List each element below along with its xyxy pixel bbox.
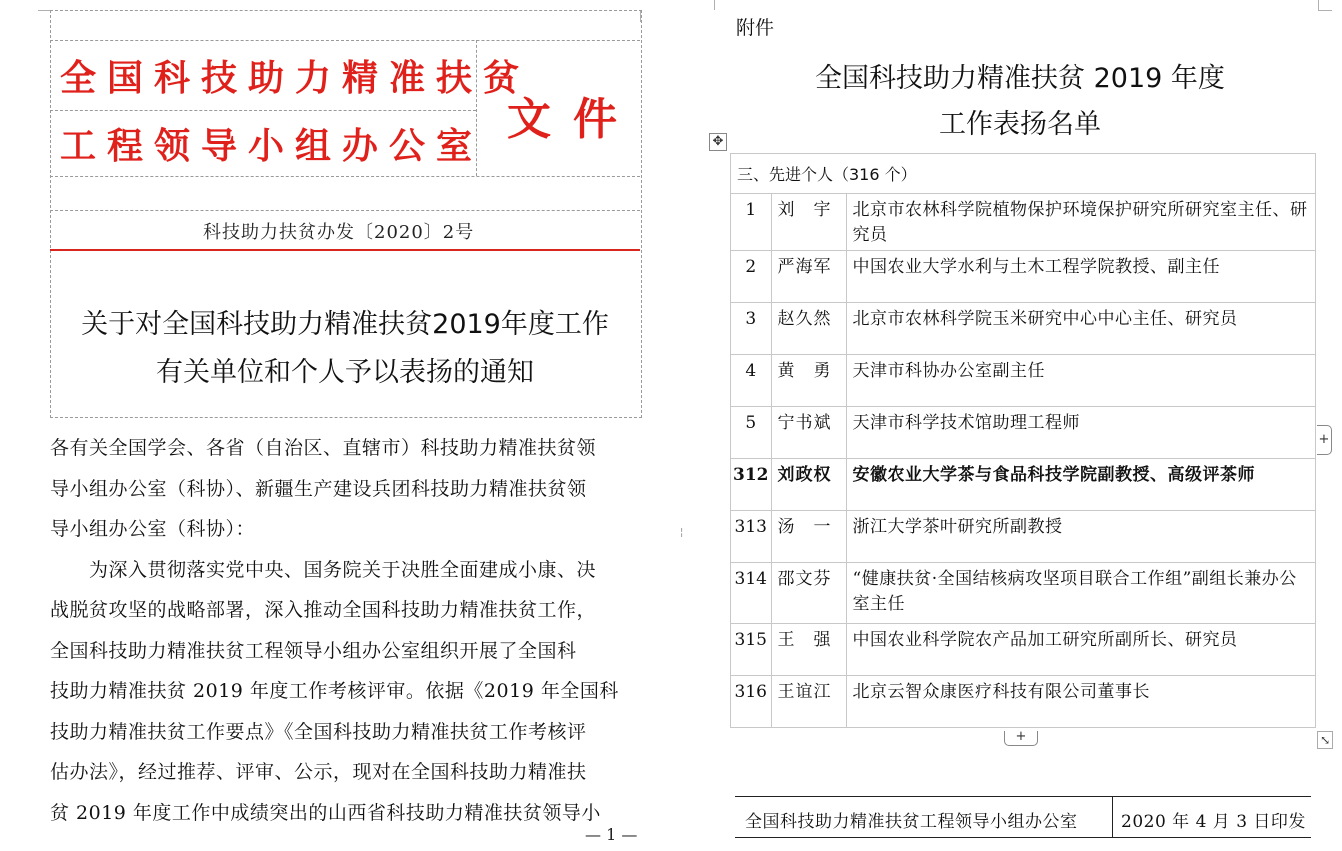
table-row [731, 511, 1316, 563]
notice-title-line2: 有关单位和个人予以表扬的通知 [156, 357, 534, 388]
person-name: 刘政权 [771, 459, 846, 511]
crop-mark [1318, 10, 1332, 11]
person-name: 王 强 [771, 624, 846, 676]
issuer-name-line1: 全国科技助力精准扶贫 [60, 58, 531, 99]
print-footer [735, 796, 1311, 838]
body-line: 全国科技助力精准扶贫工程领导小组办公室组织开展了全国科 [50, 639, 577, 662]
table-row [731, 251, 1316, 303]
table-row [731, 303, 1316, 355]
row-number: 316 [731, 676, 772, 728]
table-row [731, 194, 1316, 251]
grid-line [50, 176, 640, 177]
document-type-label: 文件 [507, 94, 639, 145]
person-position: 浙江大学茶叶研究所副教授 [846, 511, 1316, 563]
table-row [731, 407, 1316, 459]
person-position: 中国农业科学院农产品加工研究所副所长、研究员 [846, 624, 1316, 676]
person-name: 王谊江 [771, 676, 846, 728]
row-number: 2 [731, 251, 772, 303]
body-line: 估办法》，经过推荐、评审、公示，现对在全国科技助力精准扶 [50, 761, 587, 783]
body-line: 技助力精准扶贫 2019 年度工作考核评审。依据《2019 年全国科 [50, 680, 619, 702]
table-row [731, 624, 1316, 676]
table-row [731, 459, 1316, 511]
person-name: 邵文芬 [771, 563, 846, 624]
list-title-line2: 工作表扬名单 [939, 109, 1101, 140]
table-row [731, 563, 1316, 624]
person-name: 严海军 [771, 251, 846, 303]
person-position: 北京市农林科学院植物保护环境保护研究所研究室主任、研究员 [846, 194, 1316, 251]
row-number: 1 [731, 194, 772, 251]
table-row [731, 676, 1316, 728]
footer-issuer: 全国科技助力精准扶贫工程领导小组办公室 [745, 812, 1078, 832]
grid-line [50, 110, 476, 111]
red-rule [50, 249, 640, 251]
person-name: 汤 一 [771, 511, 846, 563]
person-position: “健康扶贫·全国结核病攻坚项目联合工作组”副组长兼办公室主任 [846, 563, 1316, 624]
body-line: 导小组办公室（科协）、新疆生产建设兵团科技助力精准扶贫领 [50, 477, 587, 500]
body-line: 为深入贯彻落实党中央、国务院关于决胜全面建成小康、决 [50, 558, 597, 581]
person-name: 赵久然 [771, 303, 846, 355]
body-line: 各有关全国学会、各省（自治区、直辖市）科技助力精准扶贫领 [50, 437, 597, 459]
person-name: 黄 勇 [771, 355, 846, 407]
person-position: 北京云智众康医疗科技有限公司董事长 [846, 676, 1316, 728]
person-name: 宁书斌 [771, 407, 846, 459]
row-number: 313 [731, 511, 772, 563]
grid-line [50, 210, 640, 211]
row-number: 312 [731, 459, 772, 511]
body-line: 技助力精准扶贫工作要点》《全国科技助力精准扶贫工作考核评 [50, 720, 587, 743]
body-line: 贫 2019 年度工作中成绩突出的山西省科技助力精准扶贫领导小 [50, 801, 601, 824]
body-line: 战脱贫攻坚的战略部署，深入推动全国科技助力精准扶贫工作， [50, 599, 597, 621]
document-number: 科技助力扶贫办发〔2020〕2号 [203, 222, 475, 243]
person-position: 天津市科协办公室副主任 [846, 355, 1316, 407]
row-number: 315 [731, 624, 772, 676]
crop-mark [38, 10, 50, 11]
table-section-header: 三、先进个人（316 个） [731, 154, 1316, 194]
text-boundary-marker: ¦ [680, 527, 684, 538]
issuer-name-line2: 工程领导小组办公室 [60, 126, 484, 167]
grid-line [50, 40, 640, 41]
table-row [731, 355, 1316, 407]
crop-mark [714, 0, 715, 10]
row-number: 314 [731, 563, 772, 624]
add-row-button[interactable]: + [1004, 731, 1038, 746]
person-position: 中国农业大学水利与土木工程学院教授、副主任 [846, 251, 1316, 303]
row-number: 3 [731, 303, 772, 355]
list-title-line1: 全国科技助力精准扶贫 2019 年度 [815, 63, 1225, 94]
crop-mark [1318, 0, 1319, 10]
page-number: — 1 — [585, 825, 638, 844]
notice-title-line1: 关于对全国科技助力精准扶贫2019年度工作 [81, 309, 609, 340]
commendation-table [730, 153, 1316, 728]
body-line: 导小组办公室（科协）： [50, 518, 256, 540]
person-position: 安徽农业大学茶与食品科技学院副教授、高级评茶师 [846, 459, 1316, 511]
person-name: 刘 宇 [771, 194, 846, 251]
row-number: 4 [731, 355, 772, 407]
add-column-button[interactable]: + [1317, 425, 1332, 455]
table-move-handle[interactable]: ✥ [709, 133, 727, 151]
attachment-label: 附件 [736, 17, 775, 39]
person-position: 北京市农林科学院玉米研究中心中心主任、研究员 [846, 303, 1316, 355]
notice-body [50, 428, 646, 833]
row-number: 5 [731, 407, 772, 459]
table-resize-handle[interactable]: ⤡ [1317, 731, 1333, 749]
footer-print-date: 2020 年 4 月 3 日印发 [1121, 812, 1306, 832]
footer-divider [1112, 797, 1113, 837]
person-position: 天津市科学技术馆助理工程师 [846, 407, 1316, 459]
